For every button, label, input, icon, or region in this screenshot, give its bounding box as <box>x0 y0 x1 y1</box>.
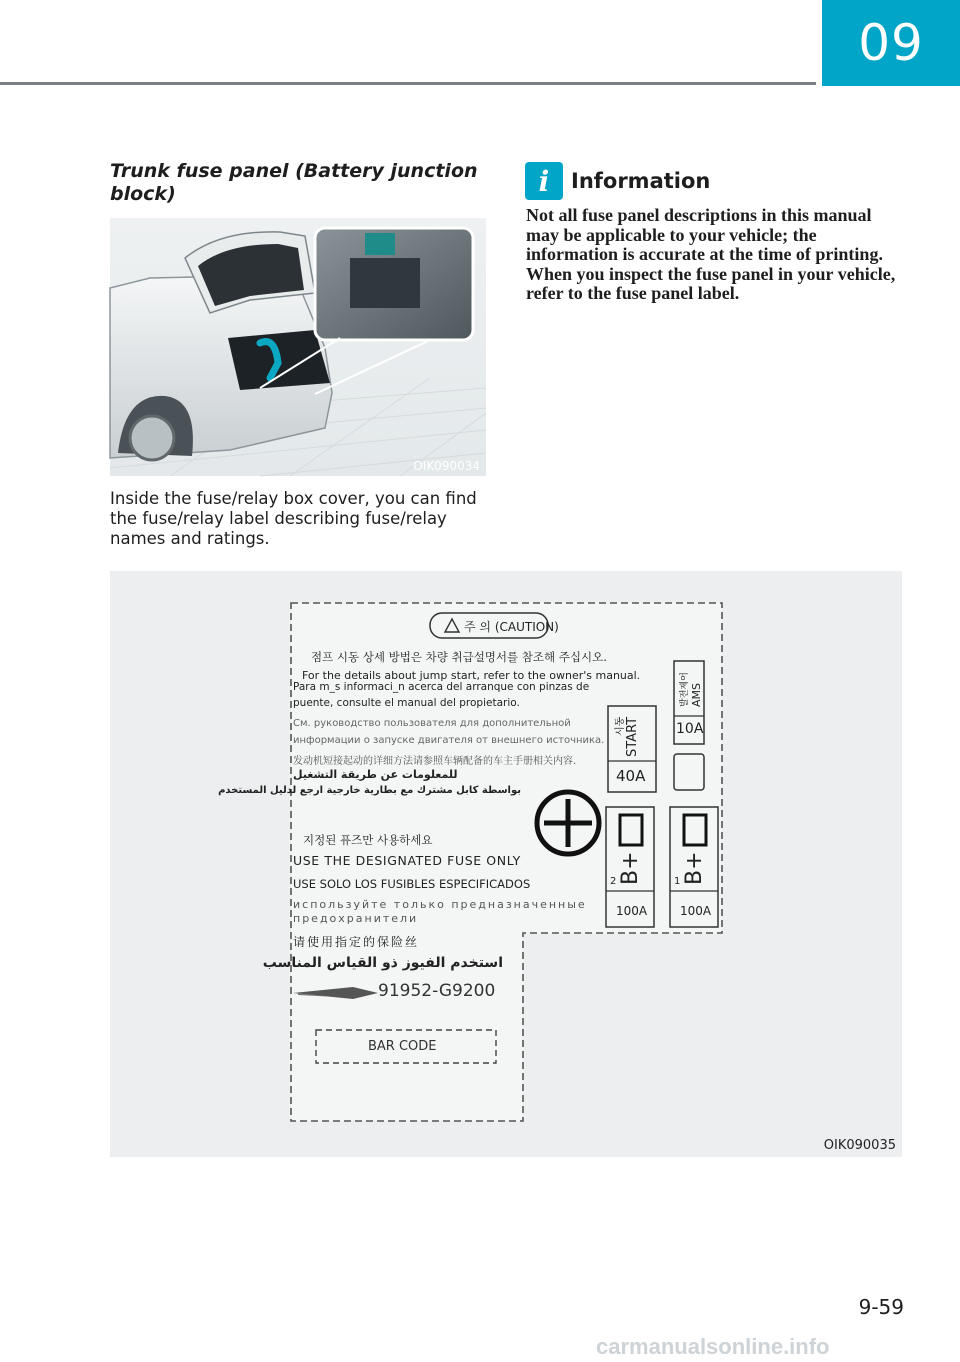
section-title: Trunk fuse panel (Battery junction block) <box>110 160 478 205</box>
jump-start-chinese: 发动机短接起动的详细方法请参照车辆配备的车主手册相关内容. <box>293 756 577 767</box>
fuse-arabic: استخدم الفيوز ذو القياس المناسب <box>262 955 503 971</box>
barcode-placeholder: BAR CODE <box>368 1039 437 1054</box>
fuse-spanish: USE SOLO LOS FUSIBLES ESPECIFICADOS <box>293 877 531 891</box>
ams-fuse-rating: 10A <box>676 721 704 737</box>
fuse-russian-1: используйте только предназначенные <box>293 898 587 911</box>
start-fuse-label: START <box>625 716 640 757</box>
bplus-fuse-2-index: 1 <box>674 876 681 887</box>
bplus-fuse-1-index: 2 <box>610 876 617 887</box>
info-icon: i <box>525 162 563 200</box>
watermark: carmanualsonline.info <box>596 1334 830 1359</box>
chapter-tab <box>822 0 960 86</box>
fuse-english: USE THE DESIGNATED FUSE ONLY <box>293 853 521 868</box>
info-title: Information <box>571 169 711 193</box>
fuse-korean: 지정된 퓨즈만 사용하세요 <box>303 833 433 847</box>
jump-start-korean: 점프 시동 상세 방법은 차량 취급설명서를 참조해 주십시오. <box>311 650 607 664</box>
start-fuse-korean: 시동 <box>615 716 626 736</box>
fuse-chinese: 请使用指定的保险丝 <box>293 935 420 949</box>
jump-start-arabic-2: بواسطة كابل مشترك مع بطارية خارجية ارجع لدليل المستخدم <box>218 785 521 796</box>
page-number: 9-59 <box>858 1295 904 1319</box>
jump-start-russian-2: информации о запуске двигателя от внешнего источника. <box>293 735 605 746</box>
trunk-car-drawing <box>110 218 486 476</box>
ams-fuse-korean: 발전제어 <box>680 672 690 707</box>
jump-start-english: For the details about jump start, refer to the owner's manual. <box>302 669 641 682</box>
fuse-russian-2: предохранители <box>293 912 419 925</box>
start-fuse-rating: 40A <box>616 767 646 785</box>
jump-start-spanish-1: Para m_s informaci_n acerca del arranque con pinzas de <box>293 681 590 693</box>
jump-start-spanish-2: puente, consulte el manual del propietario. <box>293 697 520 709</box>
bplus-fuse-2-rating: 100A <box>680 904 712 918</box>
fuse-label-illustration <box>110 571 902 1157</box>
figure-code: OIK090035 <box>823 1138 896 1153</box>
part-number: 91952-G9200 <box>378 981 496 1001</box>
trunk-fuse-illustration <box>110 218 486 476</box>
bplus-fuse-2-label: B+ <box>682 851 707 885</box>
info-heading <box>525 162 710 200</box>
jump-start-arabic-1: للمعلومات عن طريقة التشغيل <box>293 768 458 781</box>
ams-fuse-label: AMS <box>690 683 703 707</box>
caution-title: 주 의 (CAUTION) <box>464 620 559 634</box>
header-rule <box>0 82 816 85</box>
info-text: Not all fuse panel descriptions in this manual may be applicable to your vehicle; the information is accurate at the time of printing. When you inspect the fuse panel in your vehicle, refer to the fuse panel label. <box>526 205 896 303</box>
body-text: Inside the fuse/relay box cover, you can find the fuse/relay label describing fuse/relay names and ratings. <box>110 489 477 548</box>
bplus-fuse-1-label: B+ <box>618 851 643 885</box>
chapter-number: 09 <box>858 14 924 72</box>
figure-code: OIK090034 <box>413 459 480 473</box>
jump-start-russian-1: См. руководство пользователя для дополнительной <box>293 718 571 729</box>
bplus-fuse-1-rating: 100A <box>616 904 648 918</box>
